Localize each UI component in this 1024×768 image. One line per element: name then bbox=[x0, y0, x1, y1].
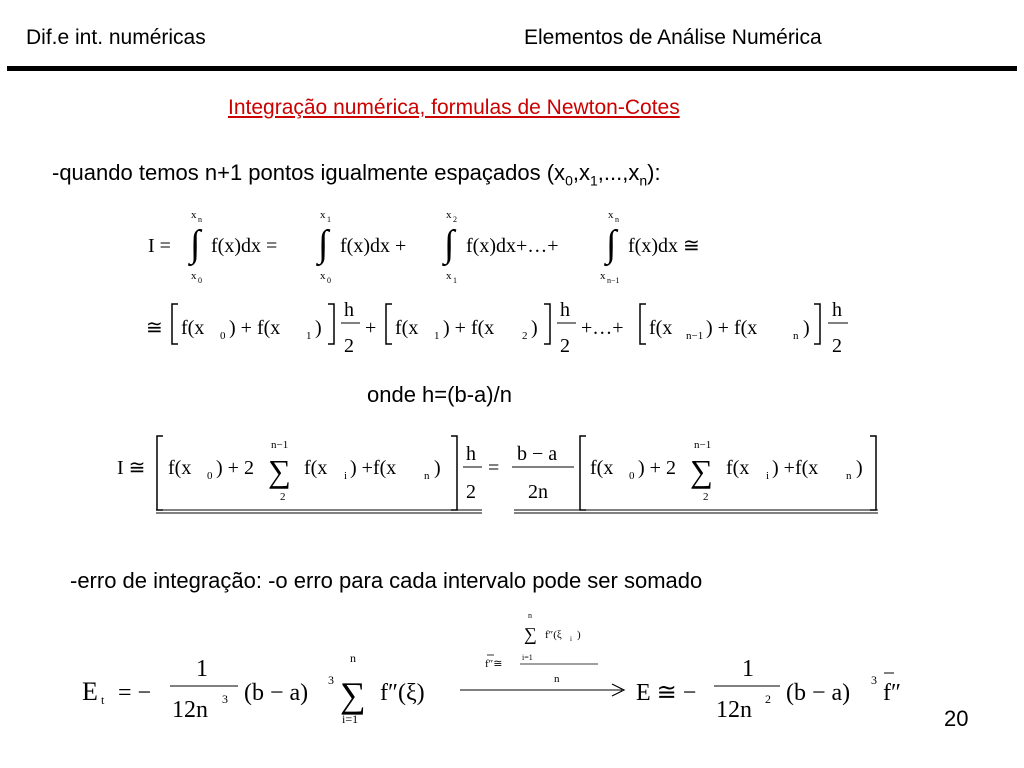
svg-text:3: 3 bbox=[328, 673, 334, 687]
svg-text:f(x: f(x bbox=[649, 317, 673, 339]
svg-text:1: 1 bbox=[453, 276, 457, 285]
svg-text:x: x bbox=[320, 209, 326, 221]
svg-text:2n: 2n bbox=[528, 481, 548, 503]
svg-text:) +f(x: ) +f(x bbox=[772, 457, 819, 479]
svg-text:f″(ξ: f″(ξ bbox=[545, 629, 562, 641]
svg-text:2: 2 bbox=[344, 335, 354, 357]
intro-sub-n: n bbox=[639, 172, 648, 189]
svg-text:) + 2: ) + 2 bbox=[216, 457, 254, 479]
svg-text:12n: 12n bbox=[716, 697, 752, 723]
svg-text:x: x bbox=[600, 270, 606, 282]
svg-text:h: h bbox=[832, 299, 842, 321]
svg-text:x: x bbox=[608, 209, 614, 221]
svg-text:h: h bbox=[344, 299, 354, 321]
svg-text:b − a: b − a bbox=[517, 443, 558, 465]
intro-mid-1: ,x bbox=[572, 160, 590, 185]
svg-text:1: 1 bbox=[434, 330, 440, 342]
svg-text:x: x bbox=[191, 270, 197, 282]
svg-text:0: 0 bbox=[629, 470, 635, 482]
svg-text:f(x)dx ≅: f(x)dx ≅ bbox=[628, 235, 700, 257]
svg-text:2: 2 bbox=[280, 491, 286, 503]
svg-text:∫: ∫ bbox=[190, 223, 201, 265]
svg-text:i: i bbox=[766, 470, 770, 482]
svg-text:n: n bbox=[528, 611, 532, 620]
svg-text:2: 2 bbox=[560, 335, 570, 357]
intro-sub-1: 1 bbox=[589, 172, 598, 189]
svg-text:2: 2 bbox=[453, 215, 457, 224]
svg-text:f(x: f(x bbox=[726, 457, 750, 479]
svg-text:i: i bbox=[344, 470, 348, 482]
svg-text:1: 1 bbox=[306, 330, 312, 342]
svg-text:n−1: n−1 bbox=[607, 276, 620, 285]
svg-text:): ) bbox=[434, 457, 441, 479]
svg-text:x: x bbox=[320, 270, 326, 282]
svg-text:) +f(x: ) +f(x bbox=[350, 457, 397, 479]
svg-text:E: E bbox=[82, 677, 98, 706]
svg-text:h: h bbox=[560, 299, 570, 321]
svg-text:) + 2: ) + 2 bbox=[638, 457, 676, 479]
svg-text:i=1: i=1 bbox=[342, 712, 359, 726]
svg-text:= −: = − bbox=[118, 680, 152, 706]
svg-text:f″: f″ bbox=[883, 680, 901, 706]
svg-text:): ) bbox=[531, 317, 538, 339]
svg-text:): ) bbox=[577, 629, 581, 641]
svg-text:2: 2 bbox=[703, 491, 709, 503]
svg-text:+…+: +…+ bbox=[581, 317, 624, 339]
svg-text:n: n bbox=[554, 673, 560, 685]
svg-text:2: 2 bbox=[765, 692, 771, 706]
equation-composite-trapezoid bbox=[117, 436, 878, 513]
svg-text:0: 0 bbox=[220, 330, 226, 342]
svg-text:0: 0 bbox=[327, 276, 331, 285]
header-right-title: Elementos de Análise Numérica bbox=[524, 26, 822, 49]
svg-text:n: n bbox=[793, 330, 799, 342]
svg-text:12n: 12n bbox=[172, 697, 208, 723]
svg-text:∫: ∫ bbox=[606, 223, 617, 265]
svg-text:n−1: n−1 bbox=[694, 439, 712, 451]
svg-text:): ) bbox=[856, 457, 863, 479]
svg-text:): ) bbox=[315, 317, 322, 339]
slide-number: 20 bbox=[944, 706, 969, 731]
svg-text:E ≅ −: E ≅ − bbox=[636, 680, 697, 706]
svg-text:x: x bbox=[191, 209, 197, 221]
equation-total-error bbox=[82, 611, 901, 726]
intro-suffix: ): bbox=[647, 160, 661, 185]
svg-text:∑: ∑ bbox=[524, 624, 537, 644]
svg-text:f″(ξ): f″(ξ) bbox=[380, 680, 425, 706]
svg-text:=: = bbox=[488, 457, 500, 479]
svg-text:n−1: n−1 bbox=[686, 330, 704, 342]
svg-text:n−1: n−1 bbox=[271, 439, 289, 451]
svg-text:+: + bbox=[365, 317, 377, 339]
svg-text:x: x bbox=[446, 270, 452, 282]
svg-text:n: n bbox=[846, 470, 852, 482]
svg-text:f(x)dx +: f(x)dx + bbox=[340, 235, 407, 257]
svg-text:1: 1 bbox=[742, 656, 754, 682]
svg-text:f(x: f(x bbox=[304, 457, 328, 479]
svg-text:∑: ∑ bbox=[268, 453, 291, 489]
svg-text:0: 0 bbox=[198, 276, 202, 285]
svg-text:2: 2 bbox=[466, 481, 476, 503]
svg-text:1: 1 bbox=[327, 215, 331, 224]
svg-text:) + f(x: ) + f(x bbox=[706, 317, 758, 339]
svg-text:f(x: f(x bbox=[395, 317, 419, 339]
svg-text:): ) bbox=[803, 317, 810, 339]
svg-text:i=1: i=1 bbox=[522, 653, 533, 662]
svg-text:f(x: f(x bbox=[181, 317, 205, 339]
svg-text:n: n bbox=[615, 215, 619, 224]
svg-text:(b − a): (b − a) bbox=[786, 680, 851, 706]
intro-sub-0: 0 bbox=[565, 172, 573, 189]
svg-text:f″≅: f″≅ bbox=[485, 658, 503, 670]
svg-text:≅: ≅ bbox=[146, 317, 163, 339]
svg-text:I =: I = bbox=[148, 235, 171, 257]
svg-text:(b − a): (b − a) bbox=[244, 680, 309, 706]
svg-text:) + f(x: ) + f(x bbox=[443, 317, 495, 339]
intro-prefix: -quando temos n+1 pontos igualmente espaçados (x bbox=[52, 160, 566, 185]
svg-text:t: t bbox=[101, 693, 105, 707]
svg-text:2: 2 bbox=[832, 335, 842, 357]
section-title: Integração numérica, formulas de Newton-Cotes bbox=[228, 96, 680, 119]
svg-text:n: n bbox=[350, 651, 356, 665]
svg-text:f(x)dx+…+: f(x)dx+…+ bbox=[466, 235, 559, 257]
svg-text:0: 0 bbox=[207, 470, 213, 482]
svg-text:f(x)dx =: f(x)dx = bbox=[211, 235, 278, 257]
h-definition: onde h=(b-a)/n bbox=[367, 382, 512, 407]
svg-text:n: n bbox=[198, 215, 202, 224]
svg-text:1: 1 bbox=[196, 656, 208, 682]
svg-text:f(x: f(x bbox=[168, 457, 192, 479]
svg-text:3: 3 bbox=[871, 673, 877, 687]
svg-text:2: 2 bbox=[522, 330, 528, 342]
svg-text:∫: ∫ bbox=[444, 223, 455, 265]
svg-text:h: h bbox=[466, 443, 476, 465]
equation-trapezoid-sum bbox=[146, 299, 848, 357]
svg-text:I ≅: I ≅ bbox=[117, 457, 146, 479]
svg-text:x: x bbox=[446, 209, 452, 221]
svg-text:∑: ∑ bbox=[690, 453, 713, 489]
error-description: -erro de integração: -o erro para cada intervalo pode ser somado bbox=[70, 568, 703, 593]
svg-text:n: n bbox=[424, 470, 430, 482]
svg-text:∫: ∫ bbox=[318, 223, 329, 265]
svg-text:∑: ∑ bbox=[340, 675, 366, 715]
equation-integral-split bbox=[148, 209, 700, 285]
intro-mid-2: ,...,x bbox=[597, 160, 640, 185]
svg-text:3: 3 bbox=[222, 692, 228, 706]
header-left-title: Dif.e int. numéricas bbox=[26, 26, 206, 49]
svg-text:) + f(x: ) + f(x bbox=[229, 317, 281, 339]
svg-text:f(x: f(x bbox=[590, 457, 614, 479]
svg-text:i: i bbox=[570, 635, 572, 643]
